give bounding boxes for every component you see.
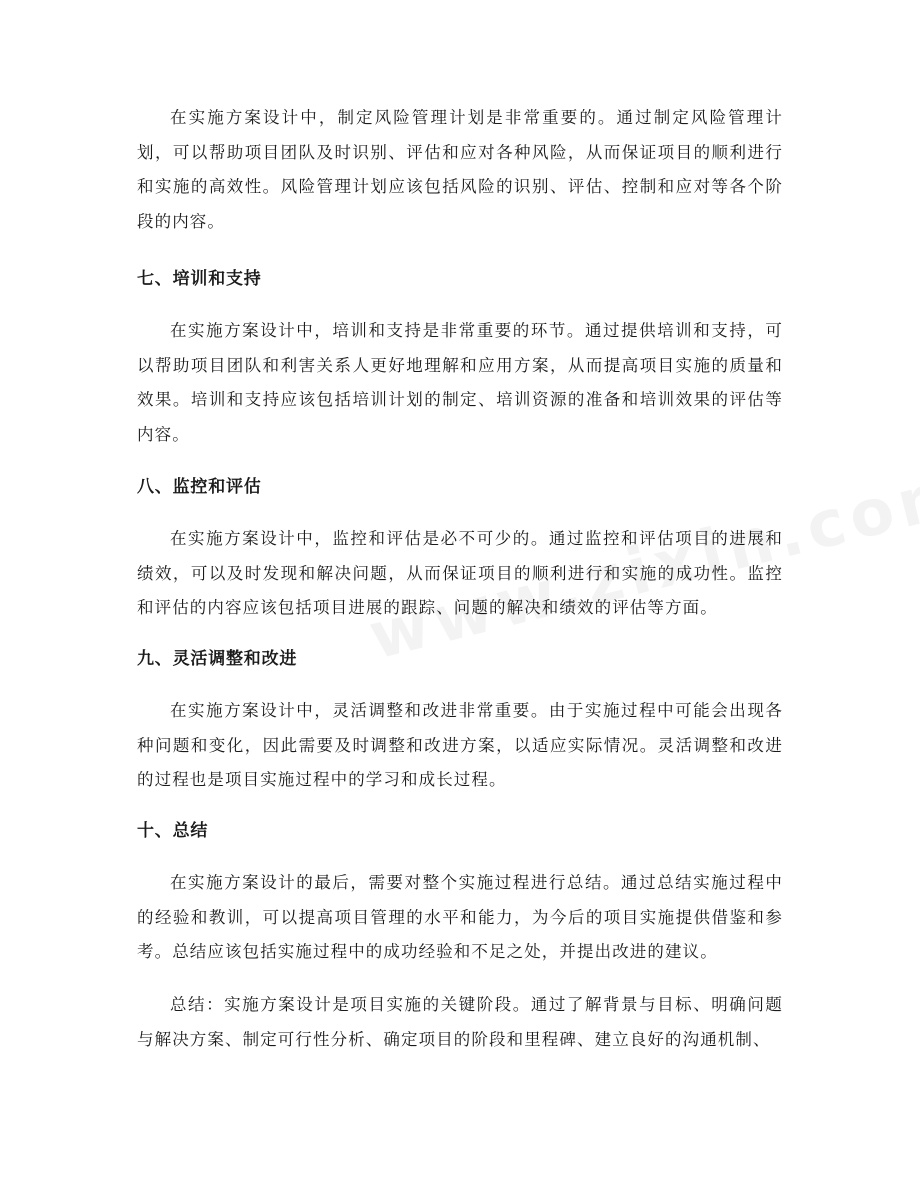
section-heading-monitoring: 八、监控和评估 — [137, 477, 262, 497]
section-paragraph-adjustment: 在实施方案设计中，灵活调整和改进非常重要。由于实施过程中可能会出现各种问题和变化，因此需要及时调整和改进方案，以适应实际情况。灵活调整和改进的过程也是项目实施过程中的学习和成长过程。 — [137, 701, 783, 789]
section-paragraph-training: 在实施方案设计中，培训和支持是非常重要的环节。通过提供培训和支持，可以帮助项目团队和利害关系人更好地理解和应用方案，从而提高项目实施的质量和效果。培训和支持应该包括培训计划的制定、培训资源的准备和培训效果的评估等内容。 — [137, 321, 783, 444]
section-paragraph-summary: 在实施方案设计的最后，需要对整个实施过程进行总结。通过总结实施过程中的经验和教训，可以提高项目管理的水平和能力，为今后的项目实施提供借鉴和参考。总结应该包括实施过程中的成功经验和不足之处，并提出改进的建议。 — [137, 873, 783, 961]
section-heading-summary: 十、总结 — [137, 821, 209, 841]
summary-paragraph-block — [137, 988, 783, 1057]
intro-paragraph-block — [137, 101, 783, 239]
section-10-paragraph-block — [137, 866, 783, 970]
summary-paragraph: 总结：实施方案设计是项目实施的关键阶段。通过了解背景与目标、明确问题与解决方案、制定可行性分析、确定项目的阶段和里程碑、建立良好的沟通机制、 — [137, 995, 783, 1049]
section-9-paragraph-block — [137, 694, 783, 798]
intro-paragraph: 在实施方案设计中，制定风险管理计划是非常重要的。通过制定风险管理计划，可以帮助项目团队及时识别、评估和应对各种风险，从而保证项目的顺利进行和实施的高效性。风险管理计划应该包括风险的识别、评估、控制和应对等各个阶段的内容。 — [137, 108, 783, 231]
section-8-heading-block — [137, 472, 783, 502]
section-10-heading-block — [137, 816, 783, 846]
section-heading-adjustment: 九、灵活调整和改进 — [137, 649, 298, 669]
section-7-paragraph-block — [137, 314, 783, 452]
section-7-heading-block — [137, 264, 783, 294]
section-9-heading-block — [137, 644, 783, 674]
section-paragraph-monitoring: 在实施方案设计中，监控和评估是必不可少的。通过监控和评估项目的进展和绩效，可以及时发现和解决问题，从而保证项目的顺利进行和实施的成功性。监控和评估的内容应该包括项目进展的跟踪、问题的解决和绩效的评估等方面。 — [137, 529, 783, 617]
section-8-paragraph-block — [137, 522, 783, 626]
section-heading-training: 七、培训和支持 — [137, 269, 262, 289]
